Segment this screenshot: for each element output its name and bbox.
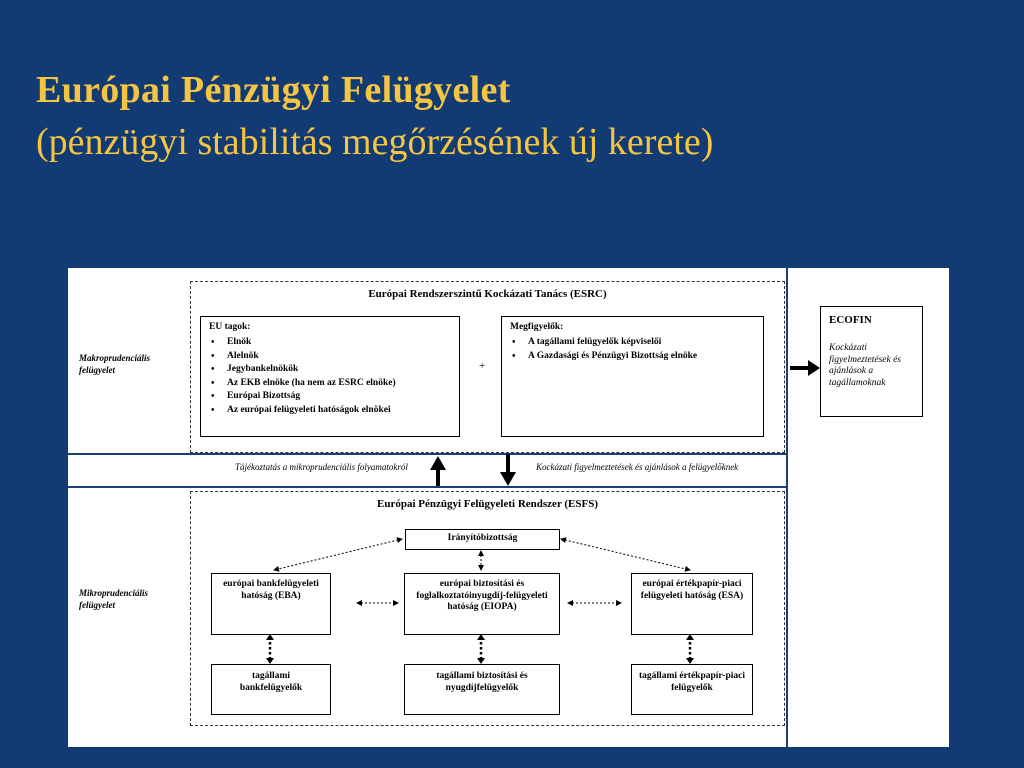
national-bank-label: tagállami bankfelügyelők: [239, 671, 303, 693]
flow-right-text: Kockázati figyelmeztetések és ajánlások a felügyelőknek: [536, 462, 739, 472]
down-arrow: [500, 454, 516, 486]
eba-label: európai bankfelügyeleti hatóság (EBA): [223, 579, 319, 601]
esfs-diagram: [68, 268, 949, 747]
ecofin-text: Kockázati figyelmeztetések és ajánlások a tagállamoknak: [829, 343, 902, 388]
member-item: • Elnök: [207, 336, 457, 350]
slide-title: Európai Pénzügyi Felügyelet: [36, 69, 511, 111]
observer-item: • A tagállami felügyelők képviselői: [508, 336, 763, 350]
national-insurance-label: tagállami biztosítási és nyugdíjfelügyelők: [436, 671, 528, 693]
observers-heading: Megfigyelők:: [510, 322, 564, 332]
macro-label: Makroprudenciális felügyelet: [79, 353, 151, 375]
member-item: • Az európai felügyeleti hatóságok elnökei: [207, 404, 457, 418]
eiopa-label: európai biztosítási és foglalkoztatóinyugdíj-felügyeleti hatóság (EIOPA): [416, 579, 548, 612]
member-item: • Az EKB elnöke (ha nem az ESRC elnöke): [207, 377, 457, 391]
member-item: • Jegybankelnökök: [207, 363, 457, 377]
steering-esa-arrow: [561, 539, 690, 570]
flow-left-text: Tájékoztatás a mikroprudenciális folyamatokról: [235, 462, 408, 472]
esa-label: európai értékpapír-piaci felügyeleti hatóság (ESA): [640, 579, 744, 601]
diagram-arrows: [68, 268, 949, 747]
member-item: • Alelnök: [207, 350, 457, 364]
member-item: • Európai Bizottság: [207, 390, 457, 404]
national-securities-label: tagállami értékpapír-piaci felügyelők: [639, 671, 745, 693]
esrc-title: Európai Rendszerszintű Kockázati Tanács (ESRC): [368, 288, 607, 300]
steering-committee-label: Irányítóbizottság: [447, 533, 518, 543]
steering-eba-arrow: [274, 539, 402, 570]
slide-subtitle: (pénzügyi stabilitás megőrzésének új kerete): [36, 121, 714, 163]
esrc-to-ecofin-arrow: [790, 360, 820, 376]
members-heading: EU tagok:: [209, 322, 251, 332]
esfs-title: Európai Pénzügyi Felügyeleti Rendszer (ESFS): [376, 498, 598, 510]
ecofin-title: ECOFIN: [829, 314, 872, 326]
up-arrow: [430, 456, 446, 486]
plus-sign: +: [479, 360, 486, 372]
observer-item: • A Gazdasági és Pénzügyi Bizottság elnöke: [508, 350, 763, 364]
micro-label: Mikroprudenciális felügyelet: [79, 588, 149, 610]
